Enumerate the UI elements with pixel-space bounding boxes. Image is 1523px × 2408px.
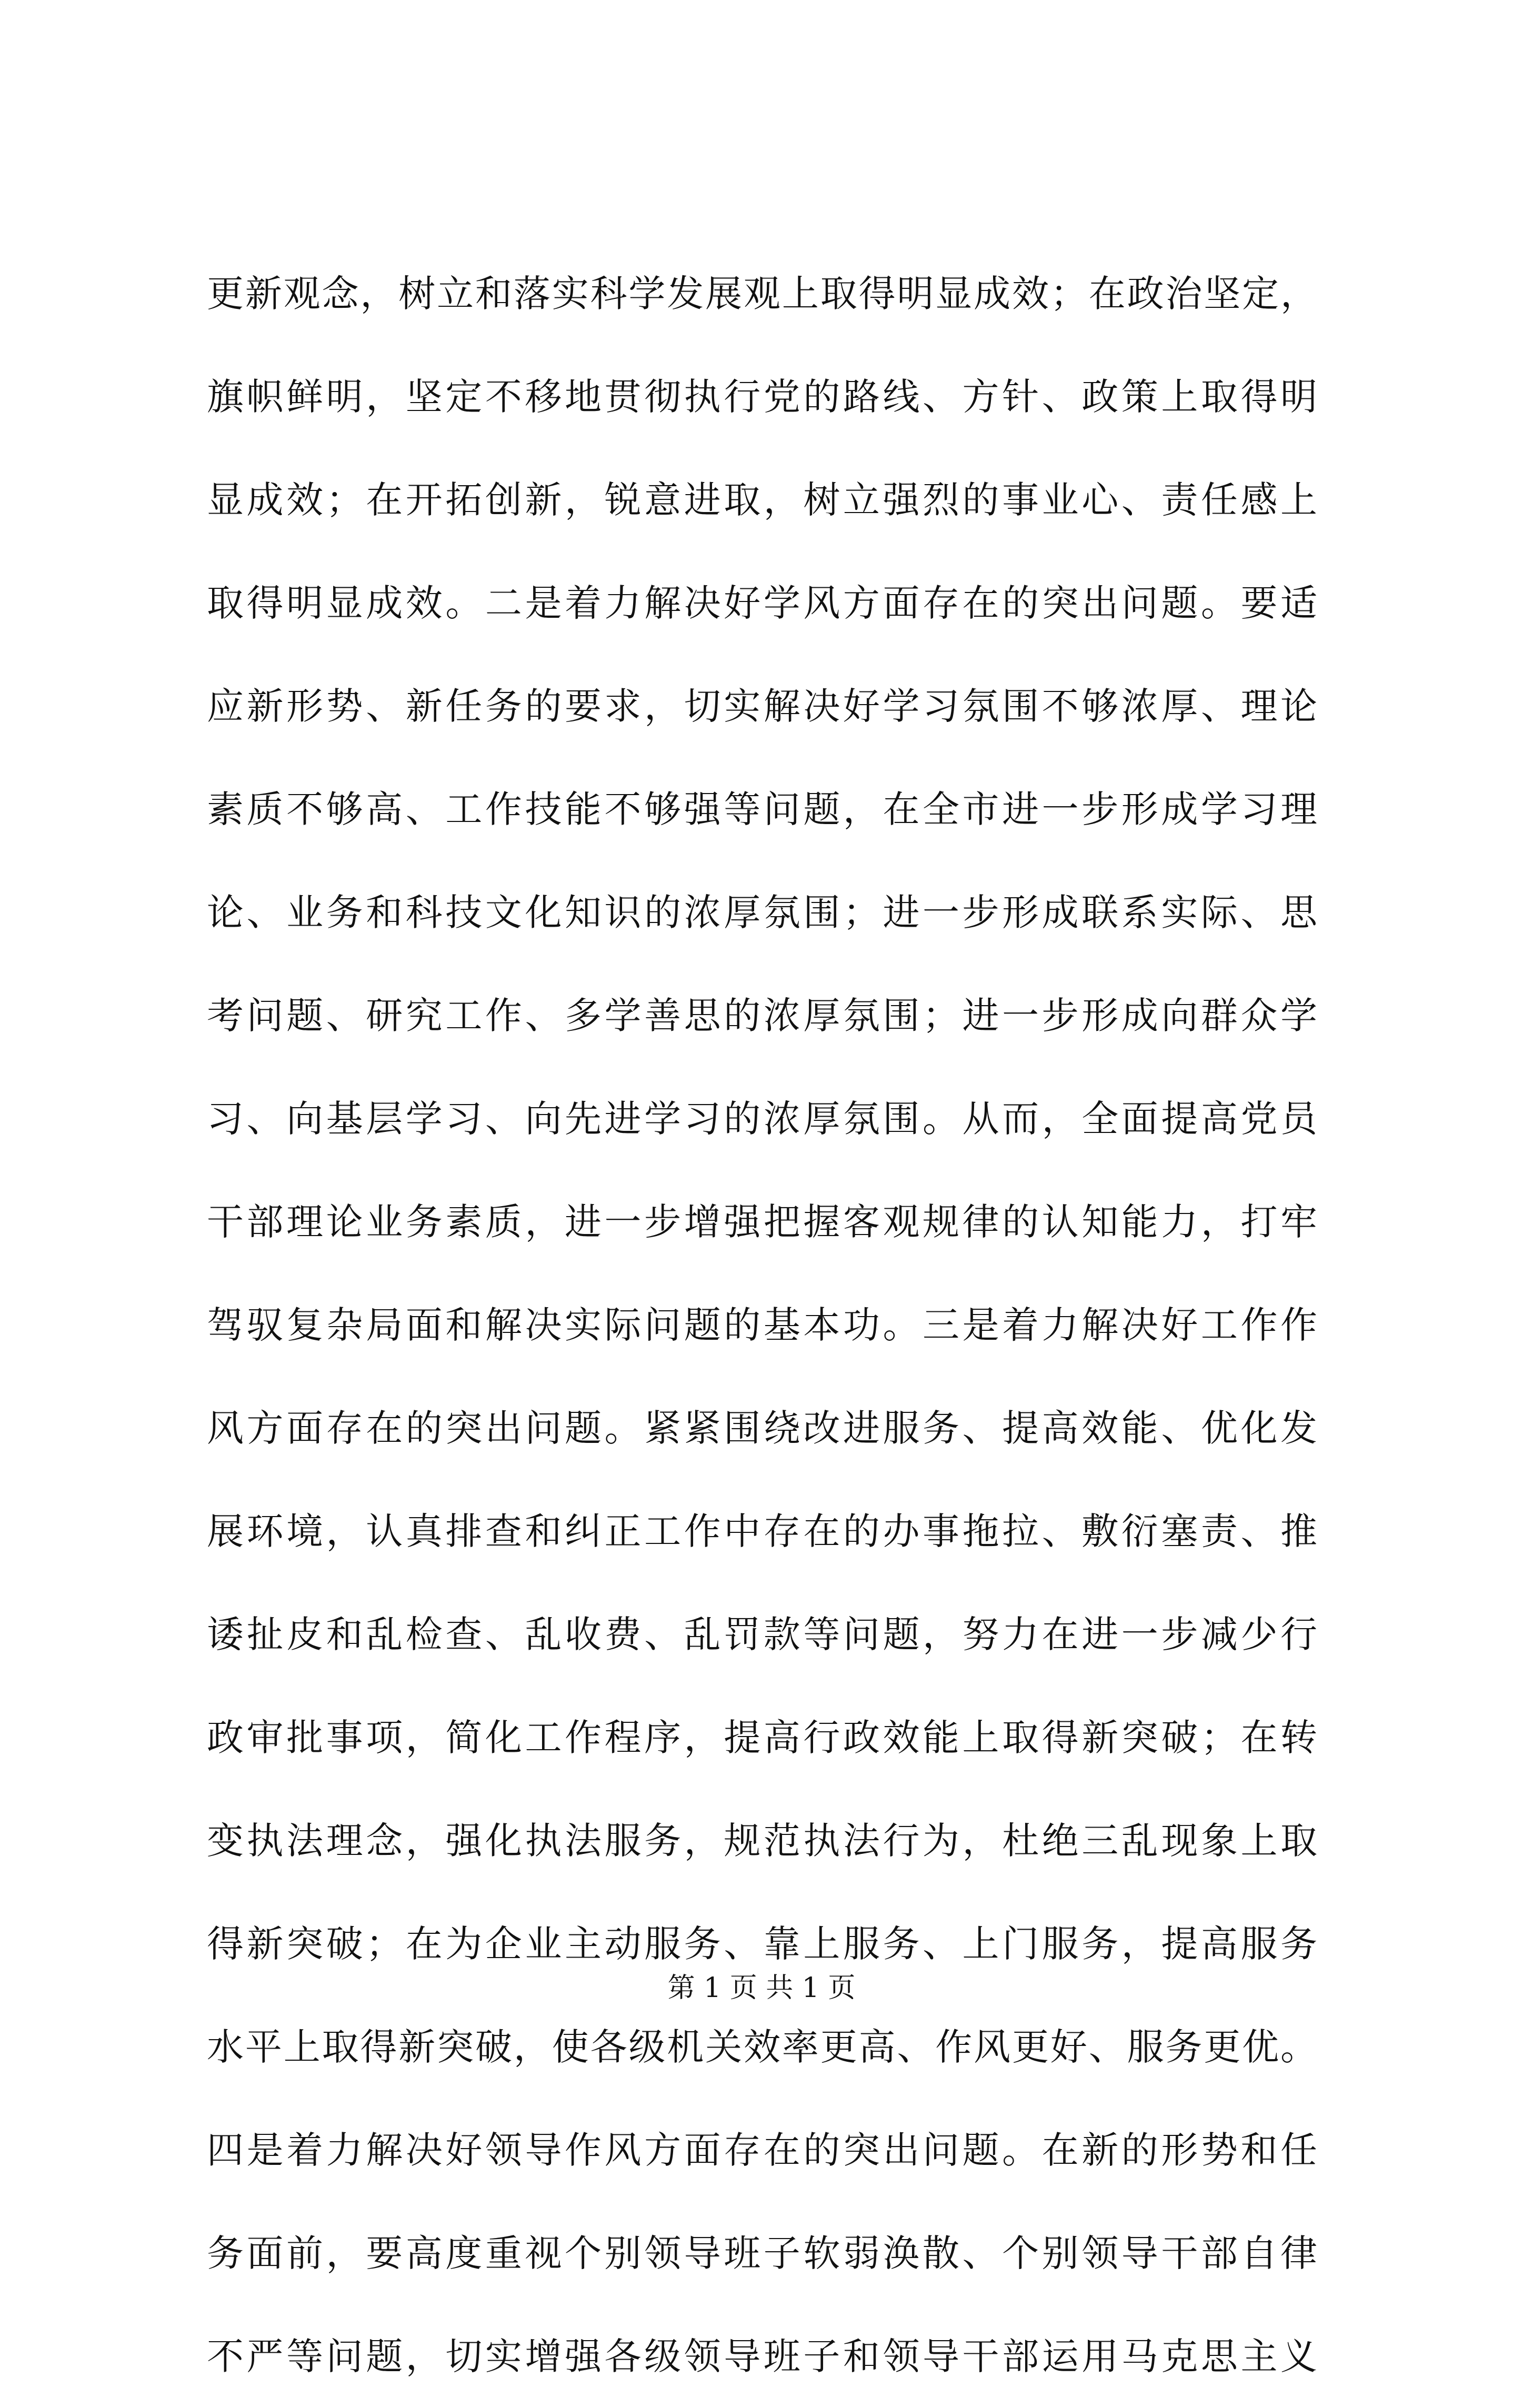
text-line: 变执法理念，强化执法服务，规范执法行为，杜绝三乱现象上取 xyxy=(207,1819,1317,1862)
page-number-footer: 第 1 页 共 1 页 xyxy=(667,1972,856,2004)
text-line: 风方面存在的突出问题。紧紧围绕改进服务、提高效能、优化发 xyxy=(207,1407,1317,1450)
text-line: 取得明显成效。二是着力解决好学风方面存在的突出问题。要适 xyxy=(207,581,1317,625)
text-line: 旗帜鲜明，坚定不移地贯彻执行党的路线、方针、政策上取得明 xyxy=(207,375,1317,418)
text-line: 论、业务和科技文化知识的浓厚氛围；进一步形成联系实际、思 xyxy=(207,891,1317,934)
text-line: 应新形势、新任务的要求，切实解决好学习氛围不够浓厚、理论 xyxy=(207,685,1317,728)
text-line: 务面前，要高度重视个别领导班子软弱涣散、个别领导干部自律 xyxy=(207,2232,1317,2275)
text-line: 习、向基层学习、向先进学习的浓厚氛围。从而，全面提高党员 xyxy=(207,1097,1317,1140)
text-line: 水平上取得新突破，使各级机关效率更高、作风更好、服务更优。 xyxy=(207,2025,1317,2069)
text-line: 展环境，认真排查和纠正工作中存在的办事拖拉、敷衍塞责、推 xyxy=(207,1510,1317,1553)
text-line: 得新突破；在为企业主动服务、靠上服务、上门服务，提高服务 xyxy=(207,1922,1317,1965)
text-line: 四是着力解决好领导作风方面存在的突出问题。在新的形势和任 xyxy=(207,2129,1317,2172)
text-line: 政审批事项，简化工作程序，提高行政效能上取得新突破；在转 xyxy=(207,1716,1317,1759)
text-line: 素质不够高、工作技能不够强等问题，在全市进一步形成学习理 xyxy=(207,788,1317,831)
text-line: 不严等问题，切实增强各级领导班子和领导干部运用马克思主义 xyxy=(207,2335,1317,2378)
text-line: 考问题、研究工作、多学善思的浓厚氛围；进一步形成向群众学 xyxy=(207,994,1317,1037)
text-line: 驾驭复杂局面和解决实际问题的基本功。三是着力解决好工作作 xyxy=(207,1303,1317,1347)
text-line: 显成效；在开拓创新，锐意进取，树立强烈的事业心、责任感上 xyxy=(207,478,1317,521)
text-line: 干部理论业务素质，进一步增强把握客观规律的认知能力，打牢 xyxy=(207,1200,1317,1243)
body-text xyxy=(207,242,1317,2408)
text-line: 诿扯皮和乱检查、乱收费、乱罚款等问题，努力在进一步减少行 xyxy=(207,1613,1317,1656)
text-line: 更新观念，树立和落实科学发展观上取得明显成效；在政治坚定， xyxy=(207,272,1317,315)
